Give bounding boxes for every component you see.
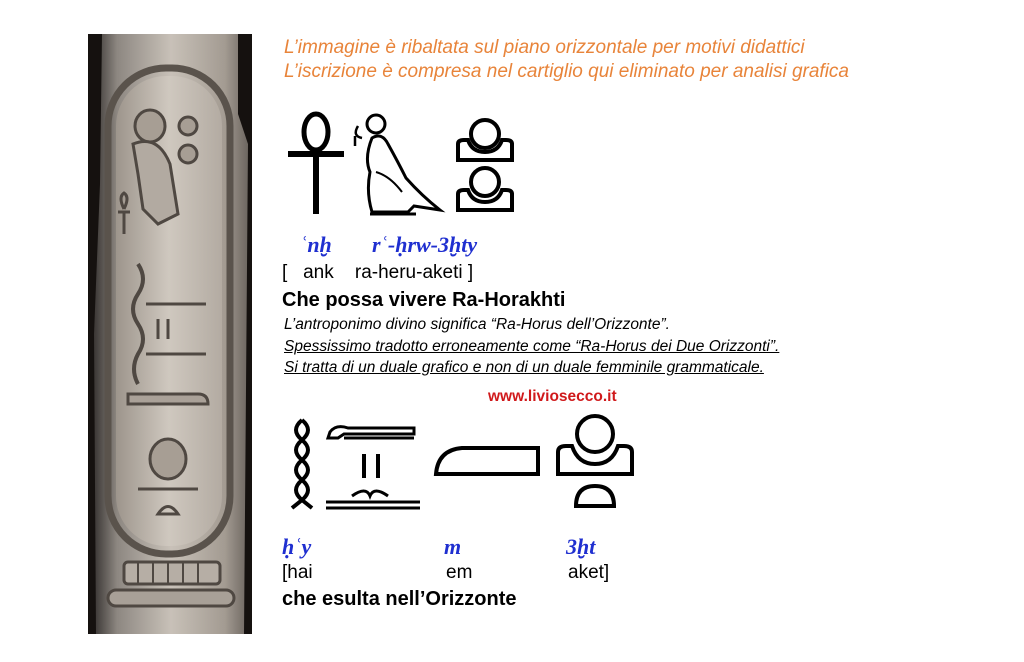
didactic-note-line-1: L’immagine è ribaltata sul piano orizzontale per motivi didattici xyxy=(284,37,805,58)
phonetic-reading-aket: aket] xyxy=(568,562,610,583)
oar-and-arms-hieroglyph-icon xyxy=(324,418,424,514)
owl-m-hieroglyph-icon xyxy=(432,444,542,478)
didactic-note-line-2: L’iscrizione è compresa nel cartiglio qui eliminato per analisi grafica xyxy=(284,61,849,82)
explanation-line-3: Si tratta di un duale grafico e non di un duale femminile grammaticale. xyxy=(284,359,764,376)
ankh-hieroglyph-icon xyxy=(284,112,348,216)
cartouche-relief-image xyxy=(88,34,252,634)
phonetic-reading-1: [ ank ra-heru-aketi ] xyxy=(282,262,474,283)
double-horizon-hieroglyph-icon xyxy=(454,116,516,220)
transliteration-hai: ḥʿy xyxy=(282,534,312,559)
transliteration-ra-horakhti: rʿ-ḥrw-3ḫty xyxy=(372,232,478,257)
transliteration-aket: 3ḫt xyxy=(566,534,596,559)
transliteration-ankh: ʿnḫ xyxy=(300,232,332,257)
website-link[interactable]: www.liviosecco.it xyxy=(488,388,617,405)
phonetic-reading-em: em xyxy=(446,562,473,583)
translation-2: che esulta nell’Orizzonte xyxy=(282,588,517,610)
transliteration-em: m xyxy=(444,534,462,559)
horizon-hieroglyph-icon xyxy=(554,410,636,508)
twisted-flax-hieroglyph-icon xyxy=(284,416,320,512)
falcon-sun-hieroglyph-icon xyxy=(350,112,446,216)
explanation-line-2: Spessissimo tradotto erroneamente come “Ra-Horus dei Due Orizzonti”. xyxy=(284,338,780,355)
translation-1: Che possa vivere Ra-Horakhti xyxy=(282,289,566,311)
phonetic-reading-hai: [hai xyxy=(282,562,313,583)
explanation-line-1: L’antroponimo divino significa “Ra-Horus dell’Orizzonte”. xyxy=(284,316,670,333)
